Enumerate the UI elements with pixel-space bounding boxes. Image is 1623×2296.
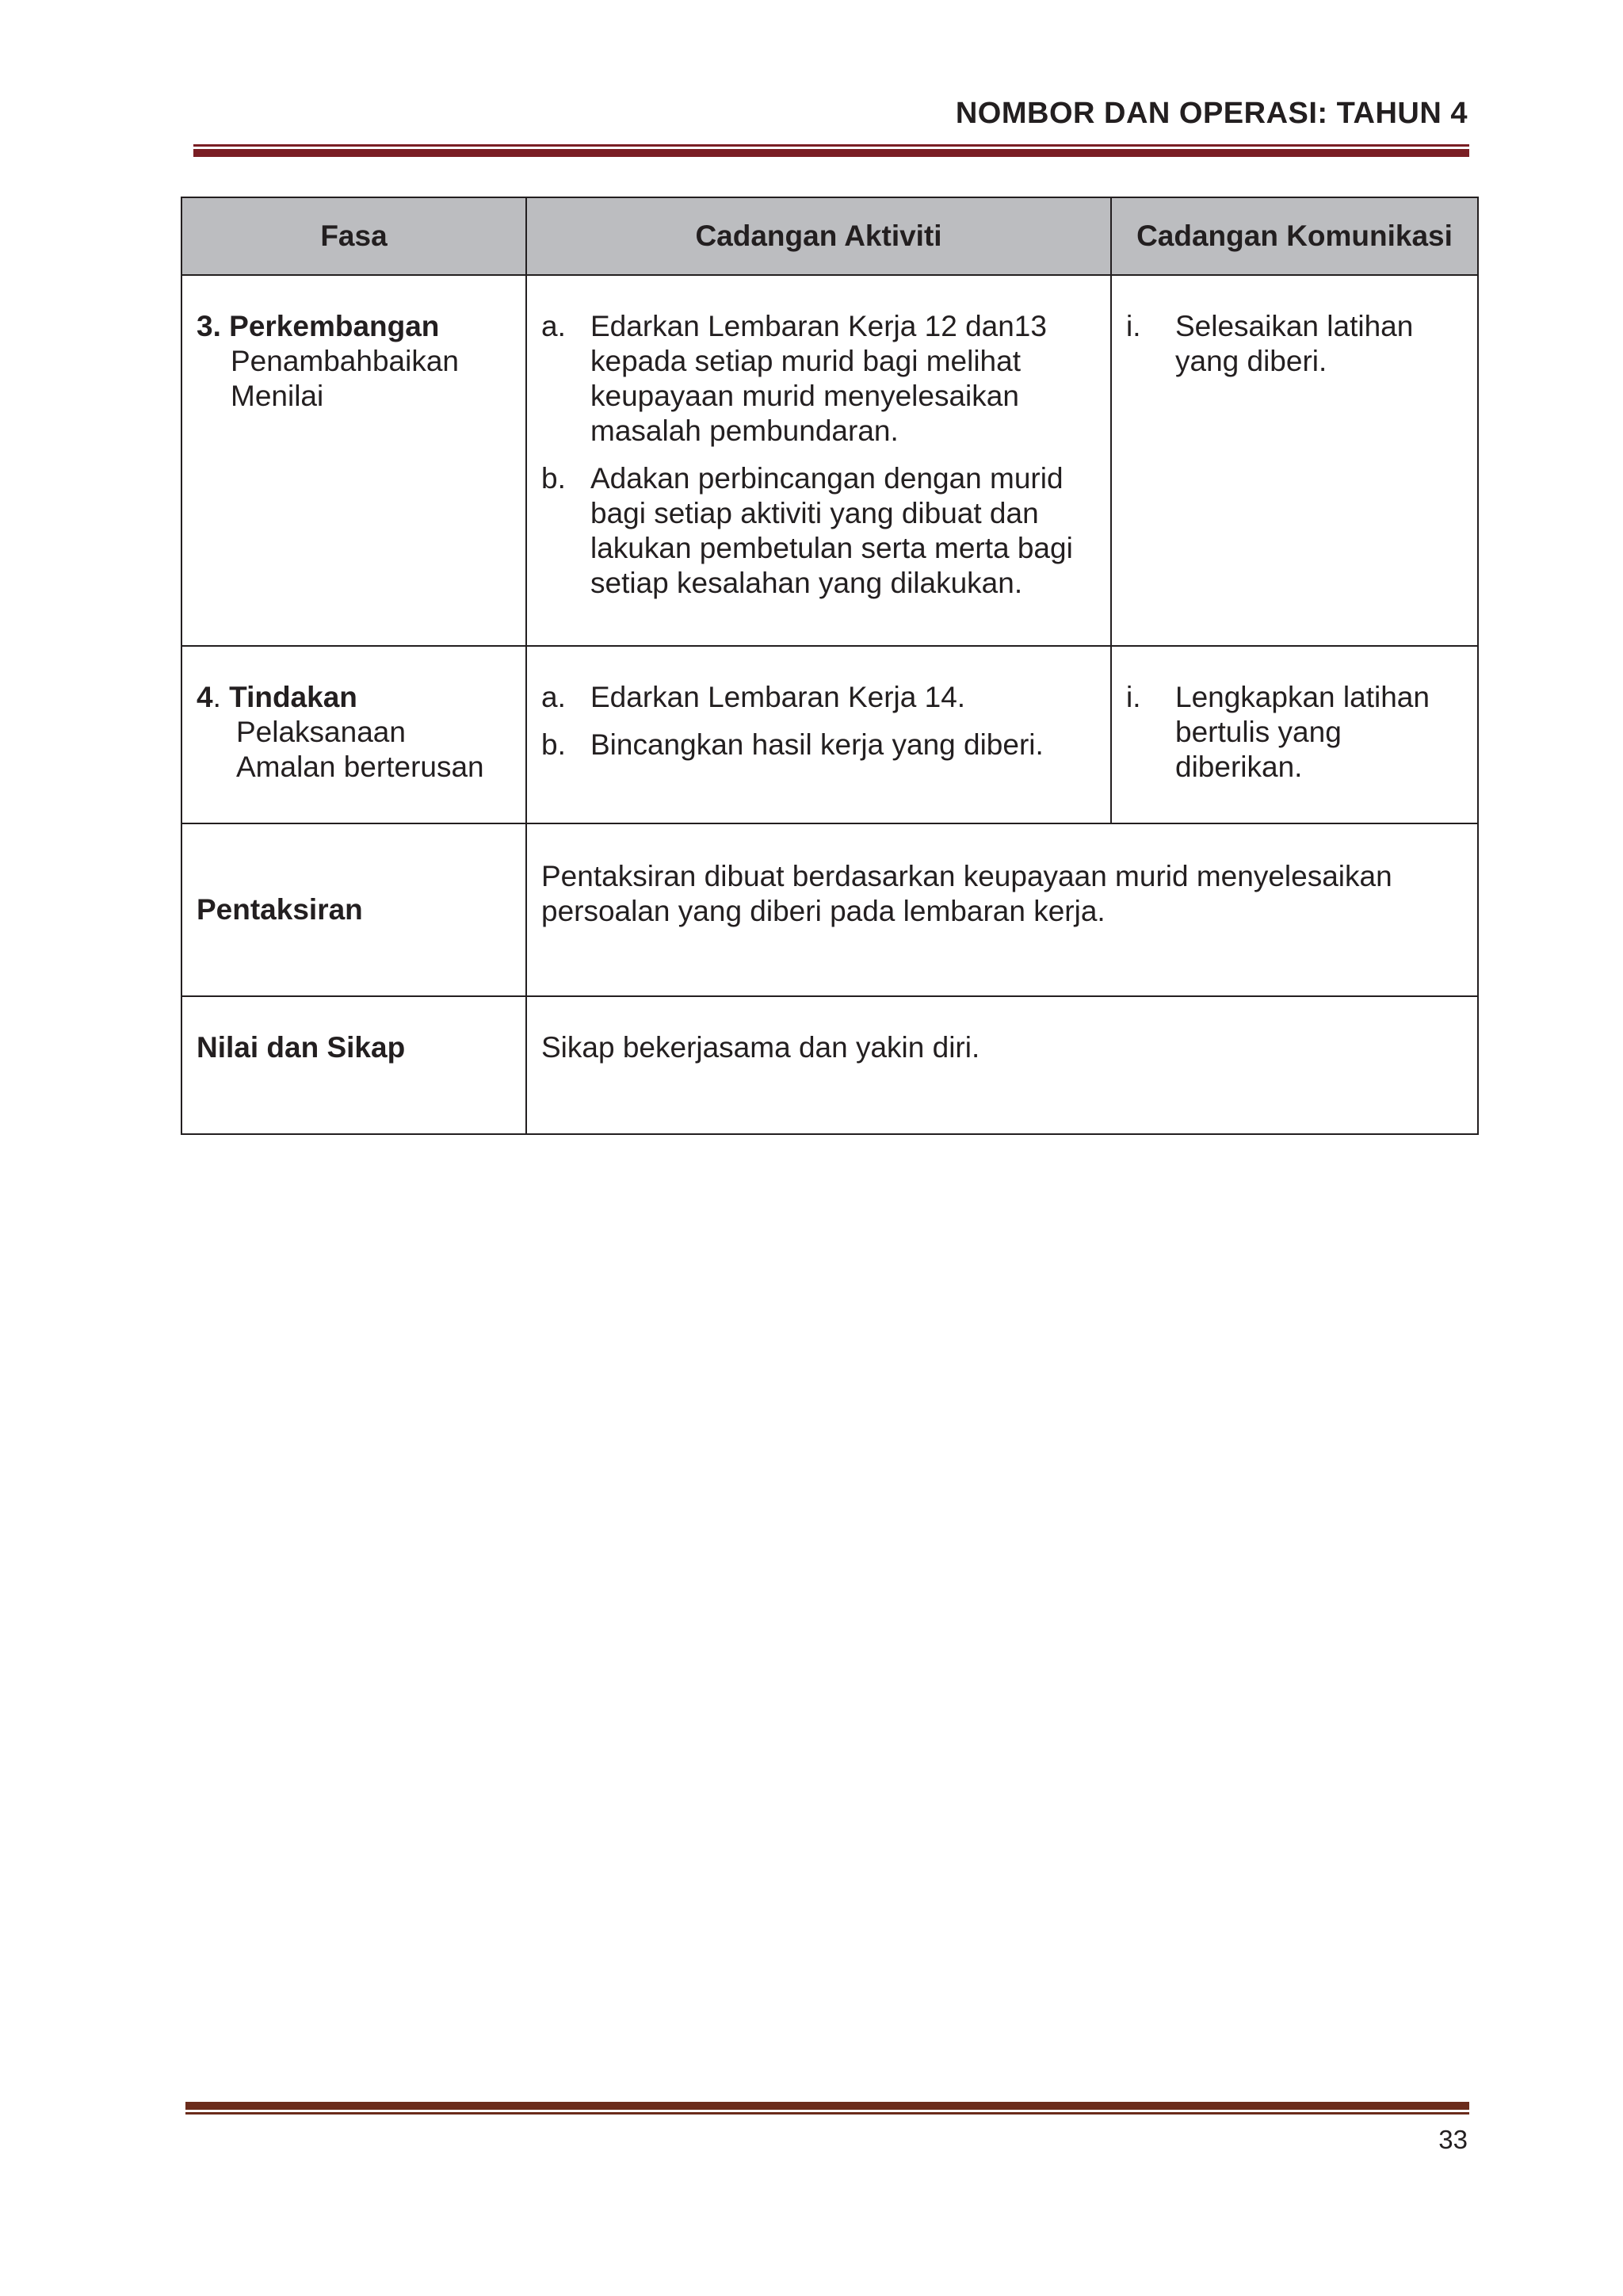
column-header-fasa: Fasa [181,197,526,275]
list-item [541,309,1110,449]
table-row-phase-3 [181,275,1478,646]
page-number: 33 [1438,2125,1468,2154]
phase-4-number: 4 [197,681,213,713]
list-item-text: Lengkapkan latihan bertulis yang diberikan. [1175,681,1430,783]
header-rule-thin [193,144,1469,147]
phase-3-title [197,309,525,344]
page-header-title: NOMBOR DAN OPERASI: TAHUN 4 [955,97,1468,130]
list-item [541,728,1110,762]
phase-3-name: Perkembangan [229,310,440,342]
footer-rule-thin [185,2112,1469,2115]
phase-4-sub2: Amalan berterusan [236,751,484,783]
lesson-plan-table [181,197,1479,1135]
values-text: Sikap bekerjasama dan yakin diri. [526,996,1478,1134]
list-item-text: Edarkan Lembaran Kerja 14. [590,681,966,713]
list-item-text: Edarkan Lembaran Kerja 12 dan13 kepada setiap murid bagi melihat keupayaan murid menyelesaikan masalah pembundaran. [590,310,1047,447]
phase-4-name: Tindakan [229,681,357,713]
list-item [541,461,1110,601]
list-marker: a. [541,310,566,342]
column-header-cadangan-komunikasi: Cadangan Komunikasi [1111,197,1478,275]
phase-3-communication-cell [1111,275,1478,646]
table-row-assessment [181,823,1478,996]
phase-4-communication-cell [1111,646,1478,823]
values-label: Nilai dan Sikap [181,996,526,1134]
table-header-row [181,197,1478,275]
table-row-values [181,996,1478,1134]
list-item-text: Adakan perbincangan dengan murid bagi setiap aktiviti yang dibuat dan lakukan pembetulan serta merta bagi setiap kesalahan yang dilakukan. [590,462,1073,599]
column-header-cadangan-aktiviti: Cadangan Aktiviti [526,197,1111,275]
phase-4-sub1: Pelaksanaan [236,716,406,748]
table-row-phase-4 [181,646,1478,823]
phase-3-number: 3. [197,310,221,342]
phase-4-title: 4. Tindakan [197,681,357,713]
header-rule-thick [193,149,1469,157]
footer-rule-thick [185,2102,1469,2110]
list-item [541,680,1110,715]
assessment-label: Pentaksiran [181,823,526,996]
phase-4-activities-cell [526,646,1111,823]
phase-3-activities-cell [526,275,1111,646]
list-marker: a. [541,681,566,713]
list-marker: b. [541,462,566,495]
assessment-text: Pentaksiran dibuat berdasarkan keupayaan murid menyelesaikan persoalan yang diberi pada lembaran kerja. [526,823,1478,996]
list-item [1126,680,1477,785]
list-marker: i. [1126,310,1141,342]
list-item [1126,309,1477,379]
list-marker: i. [1126,681,1141,713]
list-marker: b. [541,728,566,761]
phase-3-cell [181,275,526,646]
list-item-text: Bincangkan hasil kerja yang diberi. [590,728,1044,761]
phase-3-sub2: Menilai [231,380,324,412]
list-item-text: Selesaikan latihan yang diberi. [1175,310,1414,377]
phase-3-sub1: Penambahbaikan [231,345,459,377]
phase-4-cell [181,646,526,823]
